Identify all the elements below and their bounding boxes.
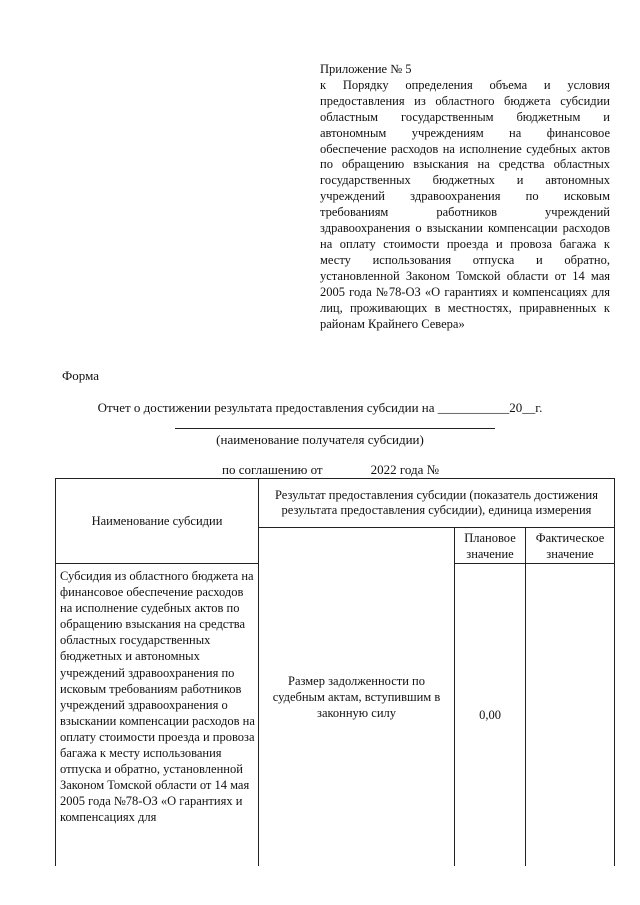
agreement-suffix: 2022 года № (370, 462, 439, 477)
agreement-line (222, 462, 439, 478)
cell-subsidy: Субсидия из областного бюджета на финансовое обеспечение расходов на исполнение судебных актов по обращению взыскания на средства областных государственных бюджетных и автономных учреждений здравоохранения по исковым требованиям работников учреждений здравоохранения о взыскании компенсации расходов на оплату стоимости проезда и провоза багажа к месту использования отпуска и обратно, установленной Законом Томской области от 14 мая 2005 года №78-ОЗ «О гарантиях и компенсациях для (56, 564, 259, 867)
annex-text: к Порядку определения объема и условия предоставления из областного бюджета субсидии областным государственным бюджетным и автономным учреждениям на финансовое обеспечение расходов на исполнение судебных актов по обращению взыскания на средства областных государственных бюджетных и автономных учреждений здравоохранения по исковым требованиям работников учреждений здравоохранения о взыскании компенсации расходов на оплату стоимости проезда и провоза багажа к месту использования отпуска и обратно, установленной Законом Томской области от 14 мая 2005 года №78-ОЗ «О гарантиях и компенсациях для лиц, проживающих в местностях, приравненных к районам Крайнего Севера» (320, 77, 610, 331)
cell-planned: 0,00 (455, 564, 526, 867)
agreement-prefix: по соглашению от (222, 462, 323, 477)
table-header-row (56, 479, 615, 528)
header-subsidy-name: Наименование субсидии (56, 479, 259, 564)
header-planned: Плановое значение (455, 528, 526, 564)
report-title: Отчет о достижении результата предоставления субсидии на ___________20__г. (97, 400, 543, 415)
form-label: Форма (62, 368, 99, 383)
annex-title: Приложение № 5 (320, 62, 412, 76)
annex-block (320, 62, 610, 332)
report-table (55, 478, 615, 866)
cell-actual (526, 564, 615, 867)
header-result: Результат предоставления субсидии (показатель достижения результата предоставления субсидии), единица измерения (259, 479, 615, 528)
recipient-caption: (наименование получателя субсидии) (216, 432, 424, 447)
cell-indicator: Размер задолженности по судебным актам, вступившим в законную силу (259, 528, 455, 867)
recipient-blank-line (175, 428, 495, 429)
header-actual: Фактическое значение (526, 528, 615, 564)
